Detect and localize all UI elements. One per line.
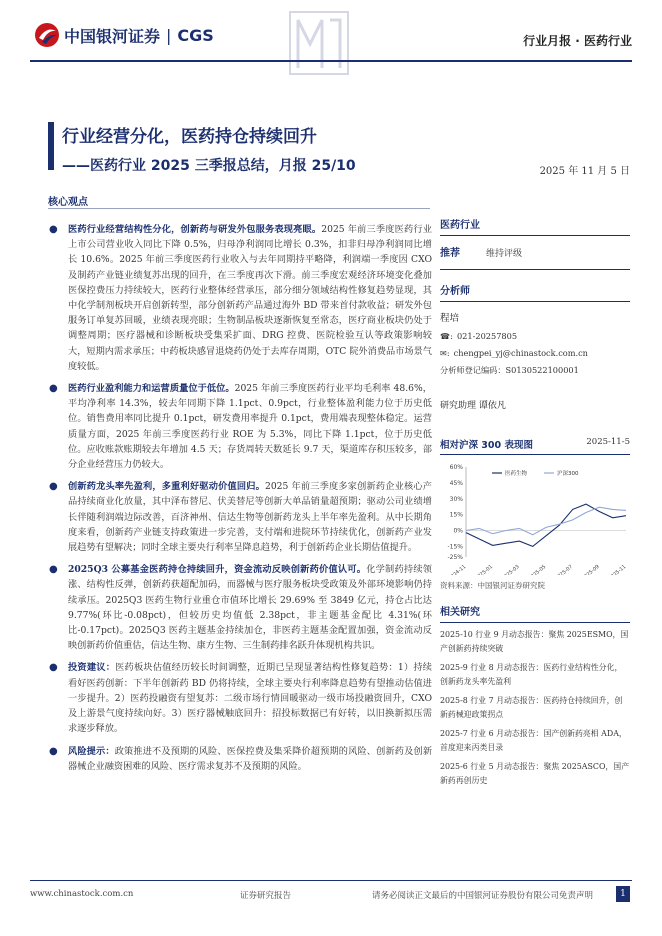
title-accent-bar xyxy=(48,122,54,170)
industry-label: 医药行业 xyxy=(440,216,630,236)
core-divider xyxy=(48,208,430,209)
bullet-lead: 投资建议： xyxy=(68,662,116,674)
bullet-lead: 医药行业经营结构性分化，创新药与研发外包服务表现亮眼。 xyxy=(68,224,322,235)
logo-separator: | xyxy=(166,25,172,45)
y-tick-label: -15% xyxy=(447,543,463,551)
analyst-header: 分析师 xyxy=(440,282,630,302)
company-logo xyxy=(34,22,214,48)
x-tick-label: 2025-03 xyxy=(500,563,521,575)
footer-doc-type: 证券研究报告 xyxy=(240,891,292,901)
legend-label: 医药生物 xyxy=(505,471,528,477)
core-bullet xyxy=(48,744,432,774)
rating-key: 推荐 xyxy=(440,248,460,259)
bullet-lead: 风险提示： xyxy=(68,745,115,757)
email-address[interactable]: chengpei_yj@chinastock.com.cn xyxy=(453,348,588,358)
cert-number: 分析师登记编码：S0130522100001 xyxy=(440,365,579,375)
core-bullet xyxy=(48,222,432,374)
sidebar xyxy=(440,216,630,788)
page-header xyxy=(0,0,662,66)
phone-number: 021-20257805 xyxy=(456,331,518,341)
bullet-body: 2025 年前三季度医药行业平均毛利率 48.6%，平均净利率 14.3%，较去年同期下降 1.1pct、0.9pct，行业整体盈利能力位于历史低位。销售费用率同比提升 0.1pct，研发费用率提升 0.1pct，费用端表现整体稳定。运营质量方面，2025 年前三季度医药行业 ROE 为 5.3%，同比下降 1.1pct，位于历史低位。应收账款账期较去年增加 4.5 天；存货周转天数延长 9.7 天，渠道库存积压较多，部分企业经营压力仍较大。 xyxy=(68,383,432,471)
bullet-icon: ● xyxy=(49,564,58,576)
report-type: 行业月报 · 医药行业 xyxy=(523,34,632,48)
analyst-email xyxy=(440,348,630,358)
footer-website[interactable]: www.chinastock.com.cn xyxy=(30,889,134,899)
bullet-icon: ● xyxy=(49,662,58,674)
y-tick-label: -25% xyxy=(447,554,463,561)
related-item[interactable]: 2025-7 行业 6 月动态报告：国产创新药亮相 ADA，首度迎来丙类目录 xyxy=(440,729,627,752)
related-header: 相关研究 xyxy=(440,603,630,623)
page-number: 1 xyxy=(616,886,630,902)
related-item[interactable]: 2025-10 行业 9 月动态报告：聚焦 2025ESMO，国产创新药持续突破 xyxy=(440,630,629,653)
chart-title: 相对沪深 300 表现图 xyxy=(440,440,533,451)
performance-chart xyxy=(440,457,630,575)
x-tick-label: 2024-11 xyxy=(447,563,468,575)
related-item[interactable]: 2025-9 行业 8 月动态报告：医药行业结构性分化，创新药龙头率先盈利 xyxy=(440,663,623,686)
report-date: 2025 年 11 月 5 日 xyxy=(539,166,630,177)
x-tick-label: 2025-07 xyxy=(554,563,574,575)
y-tick-label: 60% xyxy=(449,464,463,471)
bullet-icon: ● xyxy=(49,224,58,235)
y-tick-label: 0% xyxy=(453,527,463,535)
bullet-lead: 2025Q3 公募基金医药持仓持续回升，资金流动反映创新药价值认可。 xyxy=(68,564,367,576)
x-tick-label: 2025-01 xyxy=(474,563,494,575)
header-divider xyxy=(30,60,632,62)
bullet-body: 政策推进不及预期的风险、医保控费及集采降价超预期的风险、创新药及创新器械企业融资困难的风险、医疗需求复苏不及预期的风险。 xyxy=(68,745,433,772)
analyst-cert xyxy=(440,365,630,376)
analyst-name: 程培 xyxy=(440,313,460,324)
x-tick-label: 2025-11 xyxy=(607,563,628,575)
bullet-body: 化学制药持续领涨、结构性反弹，创新药获超配加码，而器械与医疗服务板块受政策及外部环境影响仍持续承压。2025Q3 医药生物行业重仓市值环比增长 29.69% 至 3849 亿元，持仓占比达 9.77%(环比-0.08pct)，但较历史均值低 2.38pct，非主题基金配比 4.31%(环比-0.17pct)。2025Q3 医药主题基金持续加仓，非医药主题基金配置加强，资金流动反映创新药价值重估，信达生物、康方生物、三生制药排名跃升体现机构共识。 xyxy=(68,564,432,652)
footer-divider xyxy=(30,880,632,881)
core-bullet xyxy=(48,660,432,736)
related-item[interactable]: 2025-6 行业 5 月动态报告：聚焦 2025ASCO，国产新药再创历史 xyxy=(440,762,630,785)
company-name: 中国银河证券 xyxy=(64,26,161,46)
logo-icon xyxy=(34,22,60,48)
core-bullet xyxy=(48,562,432,653)
y-tick-label: 45% xyxy=(449,479,463,487)
core-bullet xyxy=(48,381,432,472)
email-icon: ✉: xyxy=(440,348,450,358)
footer-disclaimer: 请务必阅读正文最后的中国银河证券股份有限公司免责声明 xyxy=(372,891,594,901)
report-title: 行业经营分化，医药持仓持续回升 xyxy=(62,127,317,147)
bullet-icon: ● xyxy=(49,745,58,757)
x-tick-label: 2025-09 xyxy=(580,563,601,575)
y-tick-label: 30% xyxy=(449,495,463,503)
watermark-icon xyxy=(286,8,352,78)
bullet-icon: ● xyxy=(49,383,58,395)
bullet-body: 2025 年前三季度医药行业上市公司营业收入同比下降 0.5%，归母净利润同比增长 0.3%，扣非归母净利润同比增长 10.6%。2025 年前三季度医药行业收入与去年同期持平略降，利润端一季度因 CXO 及制药产业链业绩复苏出现的回升，在三季度再次下滑。前三季度宏观经济环境变化叠加医保控费压力持续较大，医药行业整体经营承压，部分细分领域结构性修复趋势显现，其中化学制剂板块开启创新转型，部分创新药产品通过海外 BD 带来首付款收益；研发外包服务订单复苏回暖，业绩表现亮眼；生物制品板块逐渐恢复至常态，医疗商业板块仍处于调整周期；医疗器械和诊断板块受集采扩面、DRG 控费、医院检验互认等政策影响较大，短期内需求承压；中药板块感冒退烧药仍处于去库存周期，OTC 院外消费品市场景气度较低。 xyxy=(68,224,432,372)
chart-date: 2025-11-5 xyxy=(586,437,630,447)
chart-header xyxy=(440,437,630,455)
report-subtitle: ——医药行业 2025 三季报总结，月报 25/10 xyxy=(62,158,356,174)
core-views-label: 核心观点 xyxy=(48,197,88,208)
bullet-lead: 创新药龙头率先盈利，多重利好驱动价值回归。 xyxy=(68,481,265,493)
bullet-icon: ● xyxy=(49,481,58,493)
bullet-body: 医药板块估值经历较长时间调整，近期已呈现显著结构性修复趋势：1）持续看好医药创新：下半年创新药 BD 仍将持续，全球主要央行利率降息趋势有望推动估值进一步提升。2）医药投融资有望复苏：二级市场行情回暖驱动一级市场投融资回升，CXO 及上游景气度持续向好。3）医疗器械触底回升：招投标数据已有好转，以旧换新拟压需求逐步释放。 xyxy=(68,662,432,735)
bullet-lead: 医药行业盈利能力和运营质量位于低位。 xyxy=(68,383,235,395)
analyst-phone xyxy=(440,331,630,341)
core-views xyxy=(48,222,432,781)
company-abbr: CGS xyxy=(177,25,214,45)
related-item[interactable]: 2025-8 行业 7 月动态报告：医药持仓持续回升，创新药械迎政策拐点 xyxy=(440,696,623,719)
phone-icon: ☎: xyxy=(440,331,453,341)
rating-value: 维持评级 xyxy=(486,249,523,259)
research-assistant: 研究助理 谭依凡 xyxy=(440,401,506,411)
core-bullet xyxy=(48,479,432,555)
y-tick-label: 15% xyxy=(449,511,463,519)
chart-source: 资料来源：中国银河证券研究院 xyxy=(440,581,545,590)
legend-label: 沪深300 xyxy=(557,471,579,477)
series-line xyxy=(466,504,626,546)
bullet-body: 2025 年前三季度多家创新药企业核心产品持续商业化放量，其中泽布替尼、伏美替尼等创新大单品销量超预期；驱动公司业绩增长伴随利润端边际改善，百济神州、信达生物等创新药龙头上半年率先盈利。从中长期角度来看，创新药产业链支持政策进一步完善，支付端和进院环节持续优化，创新药产业发展趋势有望解决；同时全球主要央行利率呈降息趋势，利于创新药企业长期估值提升。 xyxy=(68,481,432,554)
x-tick-label: 2025-05 xyxy=(527,563,548,575)
rating-row xyxy=(440,236,630,270)
